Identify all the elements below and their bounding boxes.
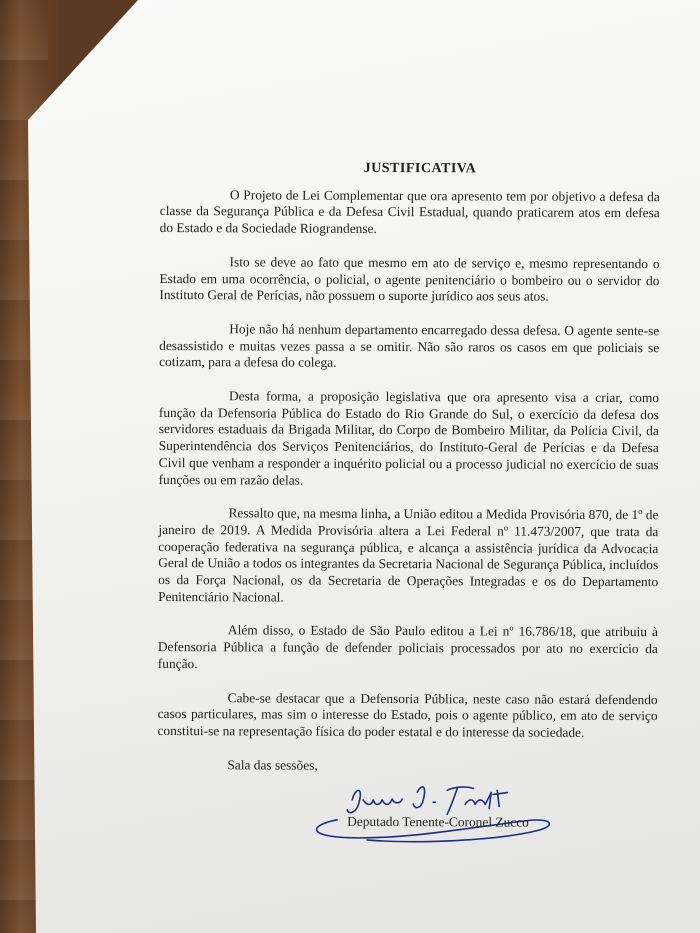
paragraph-7: Cabe-se destacar que a Defensoria Pública, neste caso não estará defendendo casos particulares, mas sim o interesse do Estado, pois o agente público, em ato de serviço constitui-se na representação física do poder estatal e do interesse da sociedade.: [157, 689, 658, 740]
closing-line: Sala das sessões,: [227, 756, 318, 773]
document-title: JUSTIFICATIVA: [363, 160, 477, 177]
paragraph-4: Desta forma, a proposição legislativa que ora apresento visa a criar, como função da Defensoria Pública do Estado do Rio Grande do Sul, o exercício da defesa dos servidores estaduais da Brigada Militar, do Corpo de Bombeiro Militar, da Polícia Civil, da Superintendência dos Serviços Penitenciários, do Instituto-Geral de Perícias e da Defesa Civil que venham a responder a inquérito policial ou a processo judicial no exercício de suas funções ou em razão delas.: [158, 388, 660, 488]
handwritten-signature: [297, 770, 577, 851]
paragraph-6: Além disso, o Estado de São Paulo editou a Lei nº 16.786/18, que atribuiu à Defensoria Pública a função de defender policiais processados por ato no exercício da função.: [157, 622, 658, 672]
signature-block: [157, 779, 657, 871]
document-page: [157, 160, 660, 872]
paragraph-5: Ressalto que, na mesma linha, a União editou a Medida Provisória 870, de 1º de janeiro de 2019. A Medida Provisória altera a Lei Federal nº 11.473/2007, que trata da cooperação federativa na segurança pública, e alcança a assistência jurídica da Advocacia Geral de União a todos os integrantes da Secretaria Nacional de Segurança Pública, incluídos os da Força Nacional, os da Secretaria de Operações Integradas e os do Departamento Penitenciário Nacional.: [158, 505, 659, 605]
paragraph-1: O Projeto de Lei Complementar que ora apresento tem por objetivo a defesa da classe da Segurança Pública e da Defesa Civil Estadual, quando praticarem atos em defesa do Estado e da Sociedade Riograndense.: [159, 187, 660, 237]
paragraph-3: Hoje não há nenhum departamento encarregado dessa defesa. O agente sente-se desassistido e muitas vezes passa a se omitir. Não são raros os casos em que policiais se cotizam, para a defesa do colega.: [159, 321, 660, 371]
paragraph-2: Isto se deve ao fato que mesmo em ato de serviço e, mesmo representando o Estado em uma ocorrência, o policial, o agente penitenciário o bombeiro ou o servidor do Instituto Geral de Perícias, não possuem o suporte jurídico aos seus atos.: [159, 254, 660, 304]
signer-name: Deputado Tenente-Coronel Zucco: [347, 814, 529, 831]
